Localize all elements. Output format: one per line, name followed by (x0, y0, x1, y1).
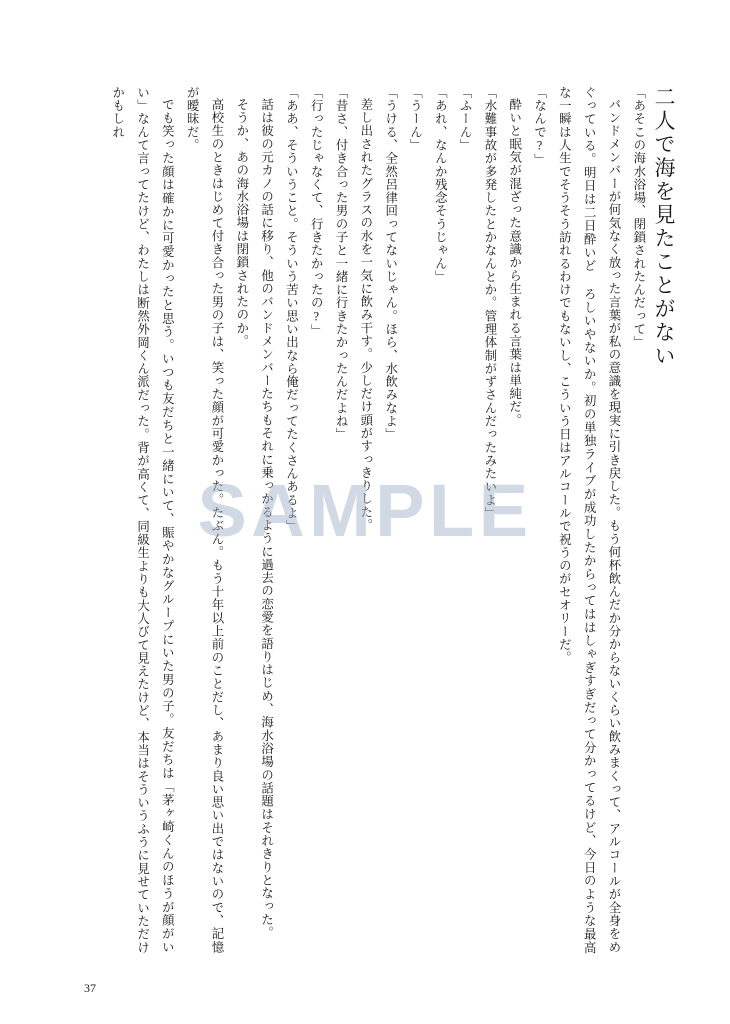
paragraph: 「うける、全然呂律回ってないじゃん。ほら、水飲みなよ」 (383, 86, 398, 441)
paragraph: 「水難事故が多発したとかなんとか。管理体制がずさんだったみたいよ」 (482, 86, 497, 520)
paragraph: そうか、あの海水浴場は閉鎖されたのか。 (234, 98, 249, 349)
paragraph: 「ああ、そういうこと。そういう苦い思い出なら俺だってたくさんあるよ」 (284, 86, 299, 533)
vertical-text-body (62, 86, 682, 954)
paragraph: 「あそこの海水浴場、閉鎖されたんだって」 (631, 86, 646, 349)
paragraph: 差し出されたグラスの水を一気に飲み干す。少しだけ頭がすっきりした。 (358, 98, 373, 533)
paragraph: でも笑った顔は確かに可愛かったと思う。いつも友だちと一緒にいて、賑やかなグループにいた男の子。友だちは「茅ヶ崎くんのほうが顔がいい」なんて言ってたけど、わたしは断然外岡くん派だった。背が高くて、同級生よりも大人びて見えたけど、本当はそういうふうに見せていただけかもしれ (110, 86, 175, 954)
page-number: 37 (84, 981, 96, 995)
paragraph: バンドメンバーが何気なく放った言葉が私の意識を現実に引き戻した。もう何杯飲んだか分からないくらい飲みまくって、アルコールが全身をめぐっている。明日は二日酔いど ろしいやないか。初の単独ライブが成功したからってははしゃぎすぎだって分かってるけど、今日のような最高な一瞬は人生でそうそう訪れるわけでもないし、こういう日はアルコールで祝うのがセオリーだ。 (557, 86, 621, 954)
paragraph: 話は彼の元カノの話に移り、他のバンドメンバーたちもそれに乗っかるように過去の恋愛を語りはじめ、海水浴場の話題はそれきりとなった。 (259, 98, 274, 940)
chapter-title: 二人で海を見たことがない (652, 86, 676, 369)
paragraph: 「うーん」 (408, 86, 423, 152)
paragraph: 「行ったじゃなくて、行きたかったの?」 (309, 86, 324, 338)
paragraph: 酔いと眠気が混ざった意識から生まれる言葉は単純だ。 (507, 98, 522, 427)
paragraph: 高校生のときはじめて付き合った男の子は、笑った顔が可愛かった。たぶん。もう十年以上前のことだし、あまり良い思い出ではないので、記憶が曖昧だ。 (185, 86, 224, 954)
paragraph: 「ふーん」 (458, 86, 473, 152)
sample-watermark: SAMPLE (197, 469, 533, 552)
paragraph: 「昔さ、付き合った男の子と一緒に行きたかったんだよね」 (334, 86, 349, 441)
paragraph: 「なんで?」 (532, 86, 547, 167)
paragraph: 「あれ、なんか残念そうじゃん」 (433, 86, 448, 284)
